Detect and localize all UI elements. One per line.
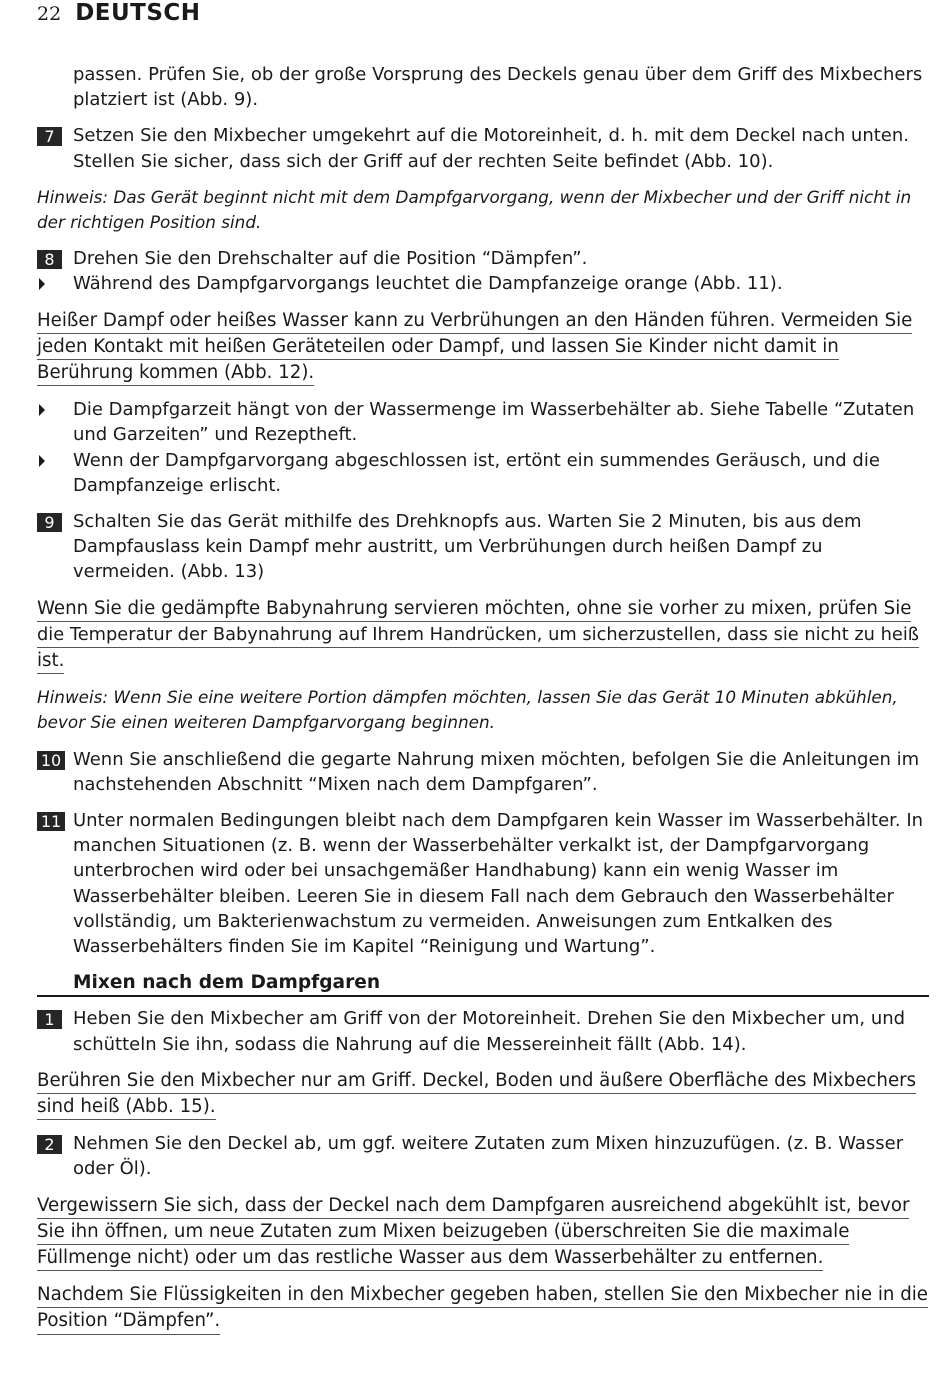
warning: Nachdem Sie Flüssigkeiten in den Mixbecher gegeben haben, stellen Sie den Mixbecher nie in die Position “Dämpfen”. — [37, 1282, 929, 1334]
step-11: 11 Unter normalen Bedingungen bleibt nach dem Dampfgaren kein Wasser im Wasserbehälter. In manchen Situationen (z. B. wenn der Wasserbehälter verkalkt ist, der Dampfgarvorgang unterbrochen wird oder bei unsachgemäßer Handhabung) kann ein wenig Wasser im Wasserbehälter bleiben. Leeren Sie in diesem Fall nach dem Gebrauch den Wasserbehälter vollständig, um Bakterienwachstum zu vermeiden. Anweisungen zum Entkalken des Wasserbehälters finden Sie im Kapitel “Reinigung und Wartung”. — [37, 808, 929, 959]
warning: Wenn Sie die gedämpfte Babynahrung servieren möchten, ohne sie vorher zu mixen, prüfen Sie die Temperatur der Babynahrung auf Ihrem Handrücken, um sicherzustellen, dass sie nicht zu heiß ist. — [37, 596, 929, 675]
section-title: DEUTSCH — [75, 0, 201, 26]
bullet-item: Wenn der Dampfgarvorgang abgeschlossen ist, ertönt ein summendes Geräusch, und die Dampfanzeige erlischt. — [37, 448, 929, 498]
mix-step-2: 2 Nehmen Sie den Deckel ab, um ggf. weitere Zutaten zum Mixen hinzuzufügen. (z. B. Wasser oder Öl). — [37, 1131, 929, 1181]
page-header — [37, 0, 201, 30]
step-7: 7 Setzen Sie den Mixbecher umgekehrt auf die Motoreinheit, d. h. mit dem Deckel nach unten. Stellen Sie sicher, dass sich der Griff auf der rechten Seite befindet (Abb. 10). — [37, 123, 929, 173]
warning: Heißer Dampf oder heißes Wasser kann zu Verbrühungen an den Händen führen. Vermeiden Sie jeden Kontakt mit heißen Geräteteilen oder Dampf, und lassen Sie Kinder nicht damit in Berührung kommen (Abb. 12). — [37, 308, 929, 387]
warning: Vergewissern Sie sich, dass der Deckel nach dem Dampfgaren ausreichend abgekühlt ist, bevor Sie ihn öffnen, um neue Zutaten zum Mixen beizugeben (überschreiten Sie die maximale Füllmenge nicht) oder um das restliche Wasser aus dem Wasserbehälter zu entfernen. — [37, 1193, 929, 1272]
bullet-icon — [39, 455, 45, 467]
step-9: 9 Schalten Sie das Gerät mithilfe des Drehknopfs aus. Warten Sie 2 Minuten, bis aus dem Dampfauslass kein Dampf mehr austritt, um Verbrühungen durch heißen Dampf zu vermeiden. (Abb. 13) — [37, 509, 929, 585]
bullet-item: Die Dampfgarzeit hängt von der Wassermenge im Wasserbehälter ab. Siehe Tabelle “Zutaten und Garzeiten” und Rezeptheft. — [37, 397, 929, 447]
step-number: 9 — [37, 513, 62, 532]
step-number: 1 — [37, 1010, 62, 1029]
warning: Berühren Sie den Mixbecher nur am Griff. Deckel, Boden und äußere Oberfläche des Mixbechers sind heiß (Abb. 15). — [37, 1068, 929, 1120]
step-number: 7 — [37, 127, 62, 146]
bullet-item: Während des Dampfgarvorgangs leuchtet die Dampfanzeige orange (Abb. 11). — [37, 271, 929, 296]
step-number: 10 — [37, 751, 65, 770]
page-number: 22 — [37, 3, 62, 25]
bullet-icon — [39, 278, 45, 290]
note: Hinweis: Das Gerät beginnt nicht mit dem Dampfgarvorgang, wenn der Mixbecher und der Griff nicht in der richtigen Position sind. — [37, 186, 912, 233]
continued-paragraph: passen. Prüfen Sie, ob der große Vorsprung des Deckels genau über dem Griff des Mixbechers platziert ist (Abb. 9). — [73, 64, 923, 111]
step-number: 2 — [37, 1135, 62, 1154]
bullet-icon — [39, 404, 45, 416]
step-10: 10 Wenn Sie anschließend die gegarte Nahrung mixen möchten, befolgen Sie die Anleitungen im nachstehenden Abschnitt “Mixen nach dem Dampfgaren”. — [37, 747, 929, 797]
manual-content — [37, 62, 929, 1346]
step-number: 11 — [37, 812, 65, 831]
step-8: 8 Drehen Sie den Drehschalter auf die Position “Dämpfen”. — [37, 246, 929, 271]
subsection-heading: Mixen nach dem Dampfgaren — [37, 970, 929, 997]
note: Hinweis: Wenn Sie eine weitere Portion dämpfen möchten, lassen Sie das Gerät 10 Minuten abkühlen, bevor Sie einen weiteren Dampfgarvorgang beginnen. — [37, 687, 898, 733]
step-number: 8 — [37, 250, 62, 269]
mix-step-1: 1 Heben Sie den Mixbecher am Griff von der Motoreinheit. Drehen Sie den Mixbecher um, und schütteln Sie ihn, sodass die Nahrung auf die Messereinheit fällt (Abb. 14). — [37, 1006, 929, 1056]
